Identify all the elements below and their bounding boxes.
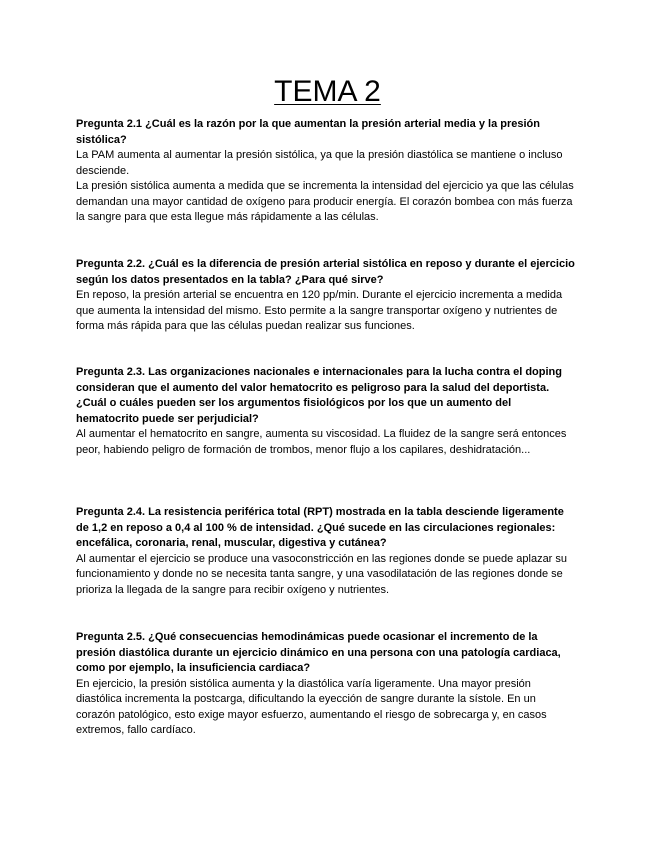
answer-paragraph: Al aumentar el ejercicio se produce una vasoconstricción en las regiones donde se puede aplazar su funcionamiento y donde no se necesita tanta sangre, y una vasodilatación de las regiones donde se prioriza la llegada de la sangre para recibir oxígeno y nutrientes. <box>76 552 568 596</box>
question-block-2-5 <box>76 630 576 739</box>
page-title: TEMA 2 <box>274 75 381 108</box>
question-block-2-1 <box>76 117 576 226</box>
question-text: Pregunta 2.3. Las organizaciones nacionales e internacionales para la lucha contra el doping consideran que el aumento del valor hematocrito es peligroso para la salud del deportista. ¿Cuál o cuáles pueden ser los argumentos fisiológicos por los que un aumento del hematocrito puede ser perjudicial? <box>76 366 562 425</box>
question-block-2-3 <box>76 365 576 458</box>
question-block-2-2 <box>76 257 576 335</box>
question-text: Pregunta 2.5. ¿Qué consecuencias hemodinámicas puede ocasionar el incremento de la presión diastólica durante un ejercicio dinámico en una persona con una patología cardiaca, como por ejemplo, la insuficiencia cardiaca? <box>76 631 561 674</box>
question-text: Pregunta 2.2. ¿Cuál es la diferencia de presión arterial sistólica en reposo y durante el ejercicio según los datos presentados en la tabla? ¿Para qué sirve? <box>76 258 575 286</box>
answer-paragraph: En reposo, la presión arterial se encuentra en 120 pp/min. Durante el ejercicio incrementa a medida que aumenta la intensidad del mismo. Esto permite a la sangre transportar oxígeno y nutrientes de forma más rápida para que las células puedan realizar sus funciones. <box>76 289 563 332</box>
answer-paragraph: En ejercicio, la presión sistólica aumenta y la diastólica varía ligeramente. Una mayor presión diastólica incrementa la postcarga, dificultando la eyección de sangre durante la sístole. En un corazón patológico, esto exige mayor esfuerzo, aumentando el riesgo de sobrecarga y, en casos extremos, fallo cardíaco. <box>76 677 547 736</box>
question-block-2-4 <box>76 505 576 598</box>
question-text: Pregunta 2.4. La resistencia periférica total (RPT) mostrada en la tabla desciende ligeramente de 1,2 en reposo a 0,4 al 100 % de intensidad. ¿Qué sucede en las circulaciones regionales: encefálica, coronaria, renal, muscular, digestiva y cutánea? <box>76 506 564 549</box>
answer-paragraph: Al aumentar el hematocrito en sangre, aumenta su viscosidad. La fluidez de la sangre será entonces peor, habiendo peligro de formación de trombos, menor flujo a los capilares, deshidratación... <box>76 428 567 456</box>
answer-paragraph: La PAM aumenta al aumentar la presión sistólica, ya que la presión diastólica se mantiene o incluso desciende. <box>76 149 563 177</box>
question-text: Pregunta 2.1 ¿Cuál es la razón por la que aumentan la presión arterial media y la presión sistólica? <box>76 118 540 146</box>
answer-paragraph: La presión sistólica aumenta a medida que se incrementa la intensidad del ejercicio ya que las células demandan una mayor cantidad de oxígeno para producir energía. El corazón bombea con más fuerza la sangre para que esta llegue más rápidamente a las células. <box>76 180 574 223</box>
